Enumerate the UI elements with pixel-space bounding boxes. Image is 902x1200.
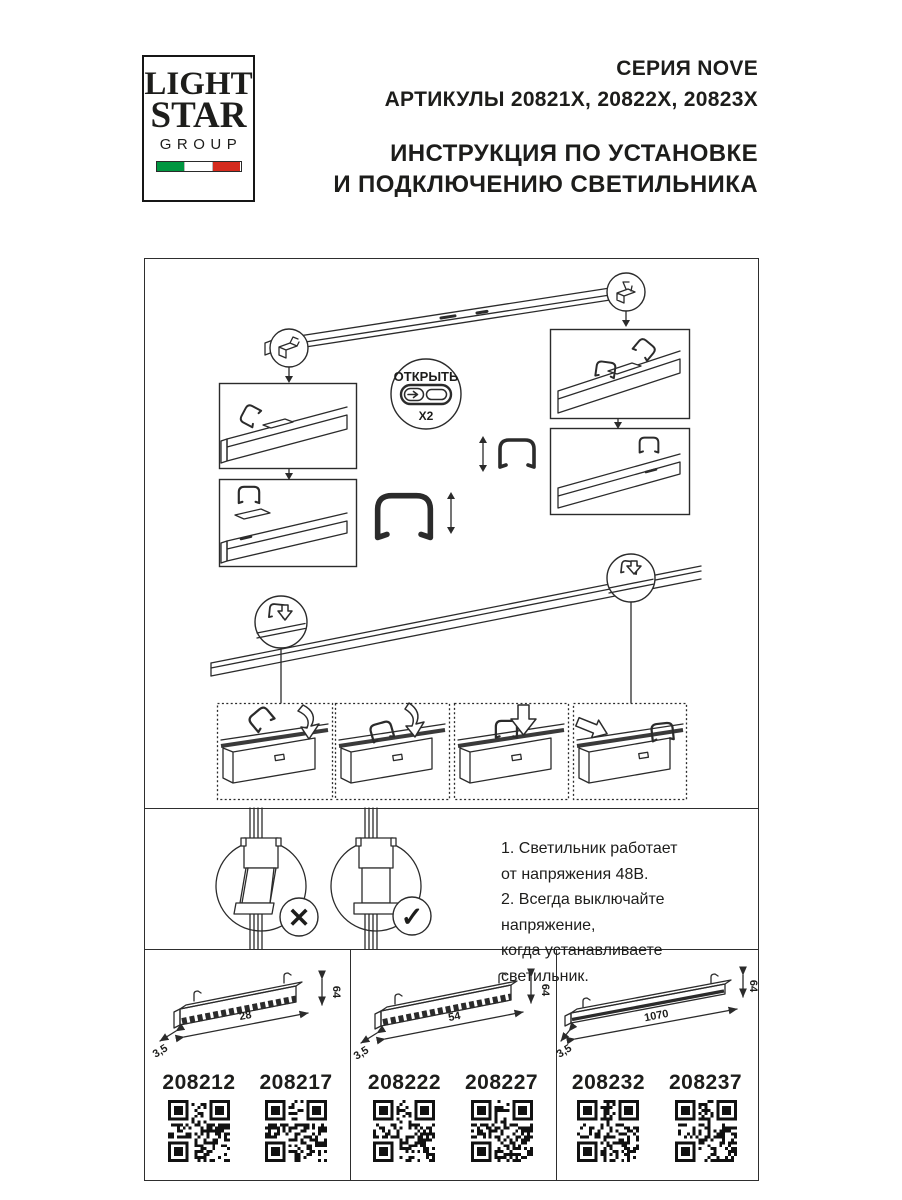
down-arrow xyxy=(285,367,293,383)
warning-line-2: от напряжения 48В. xyxy=(501,865,649,883)
clip-updown-icon xyxy=(378,492,455,538)
series-title: СЕРИЯ NOVE xyxy=(616,57,758,80)
length-dimension: 28 xyxy=(237,1008,253,1024)
endcap-detail-circle-right xyxy=(607,273,645,311)
article-number: 208217 xyxy=(259,1071,333,1094)
article-item xyxy=(465,1071,538,1162)
logo-word-light: LIGHT xyxy=(144,66,253,102)
flag-green xyxy=(157,162,184,171)
article-number: 208212 xyxy=(162,1071,236,1094)
warning-line-4: когда устанавливаете светильник. xyxy=(501,942,663,985)
open-instruction-badge xyxy=(391,359,461,429)
height-dimension: 64 xyxy=(329,985,342,999)
length-dimension: 1070 xyxy=(643,1007,670,1025)
product-drawing-long xyxy=(554,959,759,1069)
warning-line-3: 2. Всегда выключайте напряжение, xyxy=(501,891,665,934)
clip-detail-circle-right xyxy=(607,554,655,602)
qr-code xyxy=(373,1100,435,1162)
article-item xyxy=(572,1071,645,1162)
correct-connection-figure xyxy=(331,808,431,949)
articles-line: АРТИКУЛЫ 20821X, 20822X, 20823X xyxy=(384,88,758,111)
italian-flag-stripe xyxy=(156,161,242,172)
product-drawing-small xyxy=(150,959,346,1069)
qr-code xyxy=(675,1100,737,1162)
open-label: ОТКРЫТЬ xyxy=(393,369,459,384)
instruction-title xyxy=(333,138,758,200)
qr-code xyxy=(577,1100,639,1162)
logo-word-star: STAR xyxy=(150,95,247,136)
product-column-2 xyxy=(350,949,556,1180)
title-line-1: ИНСТРУКЦИЯ ПО УСТАНОВКЕ xyxy=(390,140,758,167)
article-number: 208222 xyxy=(367,1071,441,1094)
qr-code xyxy=(168,1100,230,1162)
detail-box-clip-parts xyxy=(220,480,357,567)
flag-white xyxy=(184,162,213,171)
wrong-connection-figure xyxy=(216,808,318,949)
clip-detail-circle-left xyxy=(255,596,307,648)
down-arrow xyxy=(285,469,293,480)
article-item xyxy=(368,1071,441,1162)
check-icon: ✓ xyxy=(400,902,424,932)
product-column-1 xyxy=(145,949,350,1180)
flag-red xyxy=(213,162,240,171)
article-item xyxy=(260,1071,333,1162)
product-drawing-medium xyxy=(351,959,551,1069)
endcap-detail-circle-left xyxy=(270,329,308,367)
depth-dimension: 3,5 xyxy=(150,1042,170,1061)
warning-line-1: 1. Светильник работает xyxy=(501,840,678,857)
article-number: 208237 xyxy=(669,1071,743,1094)
detail-box-endcap-open xyxy=(220,384,357,469)
diagram-frame xyxy=(144,258,759,1181)
depth-dimension: 3,5 xyxy=(351,1044,372,1063)
step-box-4 xyxy=(574,704,687,800)
step-box-3 xyxy=(455,704,569,800)
depth-dimension: 3,5 xyxy=(554,1042,575,1061)
detail-box-clip-mounted xyxy=(551,330,690,419)
height-dimension: 64 xyxy=(539,983,551,997)
product-column-3 xyxy=(556,949,758,1180)
qr-code xyxy=(471,1100,533,1162)
header-text xyxy=(333,57,758,200)
qr-code xyxy=(265,1100,327,1162)
down-arrow xyxy=(622,311,630,327)
clip-updown-icon xyxy=(479,436,534,472)
title-line-2: И ПОДКЛЮЧЕНИЮ СВЕТИЛЬНИКА xyxy=(333,171,758,198)
step-box-1 xyxy=(218,704,333,800)
logo-word-group: GROUP xyxy=(159,136,243,153)
step-box-2 xyxy=(336,703,450,800)
article-number: 208227 xyxy=(465,1071,539,1094)
article-item xyxy=(669,1071,742,1162)
article-number: 208232 xyxy=(571,1071,645,1094)
article-item xyxy=(162,1071,235,1162)
open-multiplier: X2 xyxy=(418,409,434,423)
cross-icon: ✕ xyxy=(287,903,311,933)
length-dimension: 54 xyxy=(447,1009,462,1025)
installation-diagram xyxy=(145,259,758,808)
height-dimension: 64 xyxy=(747,979,759,993)
detail-box-clip-above xyxy=(551,429,690,515)
lightstar-logo xyxy=(142,55,255,202)
down-arrow xyxy=(614,419,622,429)
